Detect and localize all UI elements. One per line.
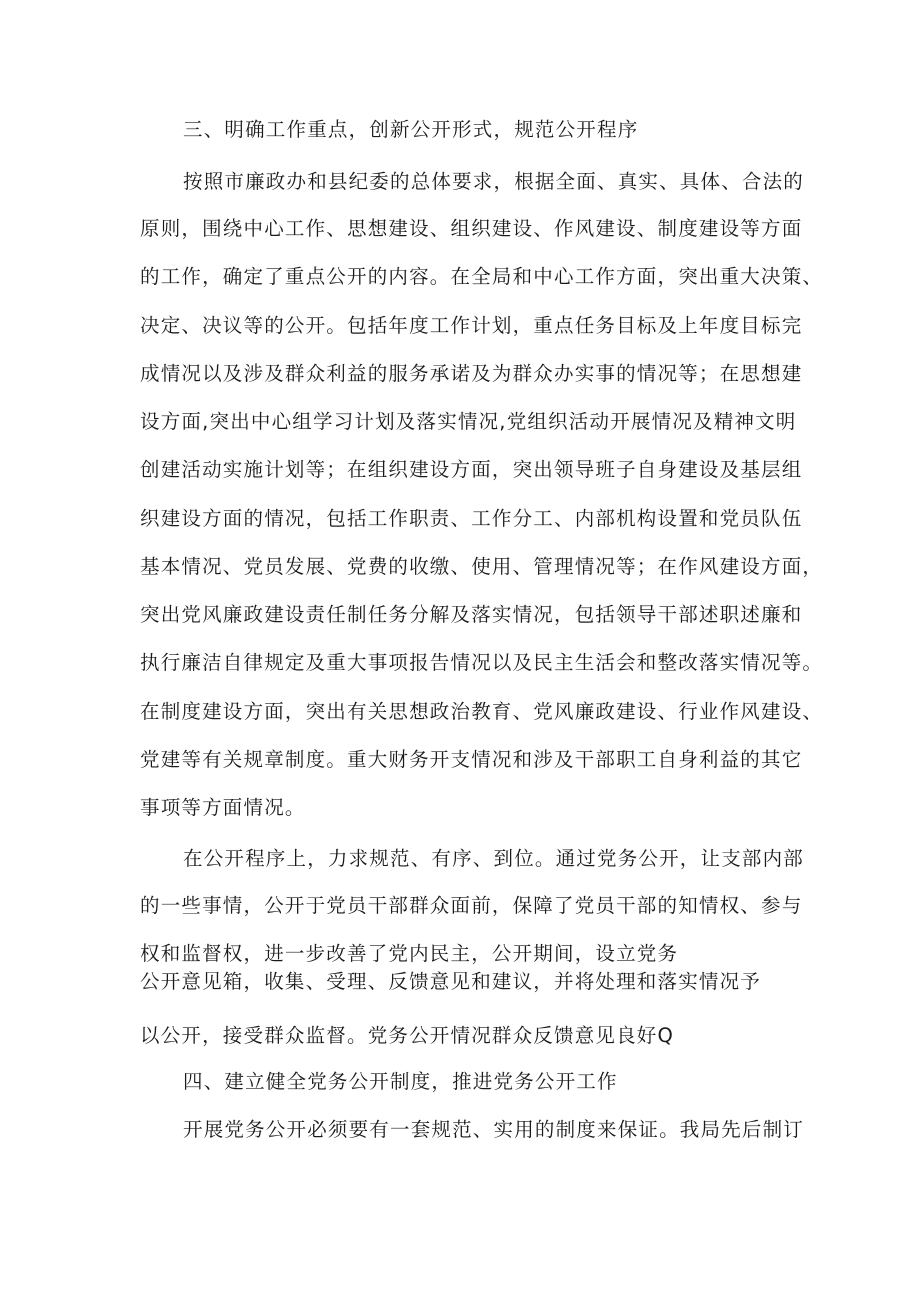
paragraph-line: 党建等有关规章制度。重大财务开支情况和涉及干部职工自身利益的其它: [140, 748, 803, 771]
paragraph-line: 突出党风廉政建设责任制任务分解及落实情况，包括领导干部述职述廉和: [140, 603, 803, 626]
section-heading-three: 三、明确工作重点，创新公开形式，规范公开程序: [183, 118, 639, 141]
paragraph-line: 决定、决议等的公开。包括年度工作计划，重点任务目标及上年度目标完: [140, 314, 803, 337]
paragraph-line: 设方面,突出中心组学习计划及落实情况,党组织活动开展情况及精神文明: [140, 410, 797, 433]
paragraph-line: 的工作，确定了重点公开的内容。在全局和中心工作方面，突出重大决策、: [140, 265, 824, 288]
paragraph-line: 以公开，接受群众监督。党务公开情况群众反馈意见良好Q: [140, 1024, 675, 1047]
paragraph-line: 执行廉洁自律规定及重大事项报告情况以及民主生活会和整改落实情况等。: [140, 651, 824, 674]
section-heading-four: 四、建立健全党务公开制度，推进党务公开工作: [183, 1070, 618, 1093]
paragraph-line: 权和监督权，进一步改善了党内民主，公开期间，设立党务: [140, 942, 679, 965]
paragraph-line: 开展党务公开必须要有一套规范、实用的制度来保证。我局先后制订: [183, 1118, 805, 1141]
paragraph-line: 在公开程序上，力求规范、有序、到位。通过党务公开，让支部内部: [183, 847, 805, 870]
paragraph-line: 基本情况、党员发展、党费的收缴、使用、管理情况等；在作风建设方面，: [140, 555, 824, 578]
paragraph-line: 在制度建设方面，突出有关思想政治教育、党风廉政建设、行业作风建设、: [140, 700, 824, 723]
paragraph-line: 原则，围绕中心工作、思想建设、组织建设、作风建设、制度建设等方面: [140, 217, 803, 240]
paragraph-line: 按照市廉政办和县纪委的总体要求，根据全面、真实、具体、合法的: [183, 170, 805, 193]
paragraph-line: 事项等方面情况。: [140, 796, 306, 819]
paragraph-line: 成情况以及涉及群众利益的服务承诺及为群众办实事的情况等；在思想建: [140, 362, 803, 385]
paragraph-line: 公开意见箱，收集、受理、反馈意见和建议，并将处理和落实情况予: [140, 970, 762, 993]
paragraph-line: 织建设方面的情况，包括工作职责、工作分工、内部机构设置和党员队伍: [140, 507, 803, 530]
paragraph-line: 创建活动实施计划等；在组织建设方面，突出领导班子自身建设及基层组: [140, 458, 803, 481]
paragraph-line: 的一些事情，公开于党员干部群众面前，保障了党员干部的知情权、参与: [140, 894, 803, 917]
